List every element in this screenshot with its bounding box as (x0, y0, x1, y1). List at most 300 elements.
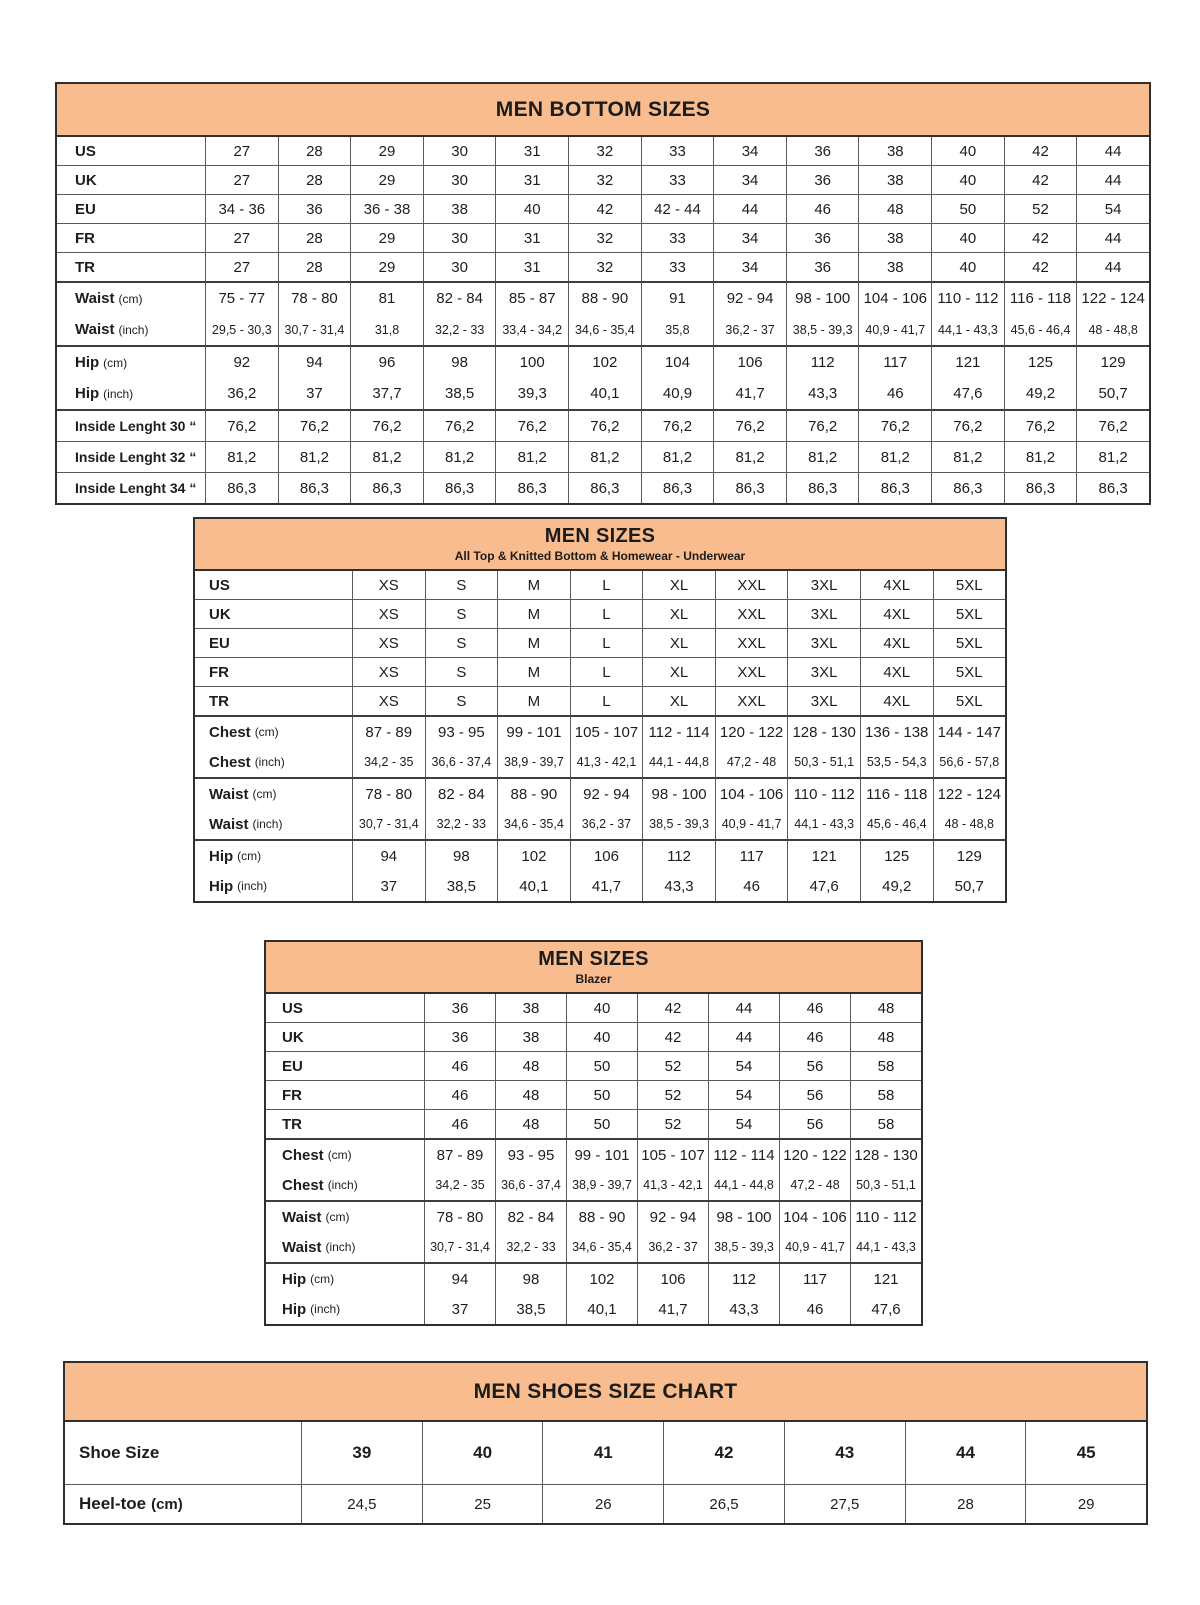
value-cell: 4XL (860, 600, 933, 628)
row-label (57, 378, 205, 409)
value-cell: 38 (858, 137, 931, 165)
value-cell: 112 - 114 (708, 1140, 779, 1170)
row-group (266, 1109, 921, 1138)
value-cell: 40 (566, 994, 637, 1022)
value-cell: 32,2 - 33 (495, 1232, 566, 1262)
row-label-text: FR (75, 229, 95, 247)
value-cell: 52 (1004, 195, 1077, 223)
table-row (195, 629, 1005, 657)
value-cell: 43 (784, 1422, 905, 1484)
value-cell: 34,6 - 35,4 (568, 314, 641, 345)
row-label (65, 1485, 301, 1523)
value-cell: 29,5 - 30,3 (205, 314, 278, 345)
table-row (57, 137, 1149, 165)
table-row (266, 1264, 921, 1294)
value-cell: 78 - 80 (424, 1202, 495, 1232)
value-cell: 76,2 (278, 411, 351, 441)
table-row (195, 841, 1005, 871)
value-cell: L (570, 629, 643, 657)
row-label (195, 571, 352, 599)
value-cell: 86,3 (205, 473, 278, 503)
row-label-text: TR (75, 258, 95, 276)
value-cell: 58 (850, 1081, 921, 1109)
value-cell: 28 (278, 137, 351, 165)
value-cell: 27 (205, 224, 278, 252)
value-cell: 86,3 (1004, 473, 1077, 503)
table-row (195, 809, 1005, 839)
value-cell: XXL (715, 687, 788, 715)
value-cell: 36,2 (205, 378, 278, 409)
table-subtitle: Blazer (575, 972, 612, 986)
value-cell: 44 (1076, 166, 1149, 194)
value-cell: 46 (779, 994, 850, 1022)
value-cell: 39,3 (495, 378, 568, 409)
row-group (57, 345, 1149, 409)
row-label-text: Hip (75, 385, 100, 402)
row-label (195, 841, 352, 871)
value-cell: 50,3 - 51,1 (787, 747, 860, 777)
value-cell: M (497, 571, 570, 599)
value-cell: XL (642, 571, 715, 599)
row-label (57, 314, 205, 345)
value-cell: 47,2 - 48 (779, 1170, 850, 1200)
value-cell: 30 (423, 137, 496, 165)
value-cell: 36,2 - 37 (570, 809, 643, 839)
value-cell: 76,2 (205, 411, 278, 441)
value-cell: 106 (570, 841, 643, 871)
value-cell: 52 (637, 1081, 708, 1109)
row-label-unit: (cm) (151, 1495, 183, 1513)
table-row (266, 1202, 921, 1232)
row-label-text: Shoe Size (79, 1443, 160, 1462)
value-cell: 40,9 - 41,7 (779, 1232, 850, 1262)
row-label-text: Hip (75, 354, 100, 371)
row-label-unit: (cm) (327, 1148, 352, 1162)
value-cell: 78 - 80 (352, 779, 425, 809)
value-cell: 36 (424, 994, 495, 1022)
value-cell: 121 (787, 841, 860, 871)
value-cell: 76,2 (641, 411, 714, 441)
value-cell: 81,2 (423, 442, 496, 472)
value-cell: 50,7 (933, 871, 1006, 901)
value-cell: XL (642, 629, 715, 657)
value-cell: XS (352, 571, 425, 599)
value-cell: 45 (1025, 1422, 1146, 1484)
value-cell: 56 (779, 1110, 850, 1138)
value-cell: 41,3 - 42,1 (637, 1170, 708, 1200)
value-cell: 112 (642, 841, 715, 871)
value-cell: 44 (713, 195, 786, 223)
value-cell: 34 (713, 224, 786, 252)
row-label-unit: (cm) (325, 1210, 350, 1224)
table-body (65, 1422, 1146, 1523)
value-cell: 30,7 - 31,4 (352, 809, 425, 839)
row-group (266, 994, 921, 1022)
value-cell: 38,9 - 39,7 (566, 1170, 637, 1200)
row-group (266, 1200, 921, 1262)
row-label-text: Waist (282, 1238, 322, 1256)
value-cell: 33 (641, 137, 714, 165)
value-cell: 36,2 - 37 (637, 1232, 708, 1262)
table-men-bottom-sizes (55, 82, 1151, 505)
value-cell: 36 (424, 1023, 495, 1051)
value-cell: 50 (566, 1081, 637, 1109)
row-label-text: Inside Lenght 32 “ (75, 449, 197, 465)
value-cell: 117 (858, 347, 931, 378)
row-label-unit: (cm) (118, 291, 143, 306)
value-cell: 48 (850, 994, 921, 1022)
row-group (266, 1051, 921, 1080)
value-cell: 5XL (933, 571, 1006, 599)
row-label (266, 1232, 424, 1262)
row-label-text: UK (75, 171, 97, 189)
row-group (195, 571, 1005, 599)
value-cell: 41 (542, 1422, 663, 1484)
value-cell: 32,2 - 33 (423, 314, 496, 345)
table-men-sizes-blazer (264, 940, 923, 1326)
row-label-text: Waist (282, 1208, 322, 1226)
value-cell: 86,3 (495, 473, 568, 503)
row-group (195, 839, 1005, 901)
row-label (195, 871, 352, 901)
value-cell: 56 (779, 1052, 850, 1080)
table-row (195, 747, 1005, 777)
table-row (57, 195, 1149, 223)
row-label-text: EU (209, 634, 230, 652)
table-title: MEN SIZES (544, 525, 656, 547)
value-cell: M (497, 600, 570, 628)
value-cell: 76,2 (1004, 411, 1077, 441)
table-row (195, 717, 1005, 747)
value-cell: 48 (495, 1052, 566, 1080)
table-row (195, 687, 1005, 715)
value-cell: 98 - 100 (642, 779, 715, 809)
value-cell: 76,2 (858, 411, 931, 441)
value-cell: XS (352, 687, 425, 715)
value-cell: XL (642, 687, 715, 715)
value-cell: 116 - 118 (860, 779, 933, 809)
value-cell: 32 (568, 224, 641, 252)
value-cell: 43,3 (786, 378, 859, 409)
value-cell: 50,3 - 51,1 (850, 1170, 921, 1200)
value-cell: 96 (350, 347, 423, 378)
value-cell: 41,7 (637, 1294, 708, 1324)
value-cell: 42 (1004, 224, 1077, 252)
value-cell: 31 (495, 253, 568, 281)
value-cell: 86,3 (786, 473, 859, 503)
value-cell: XL (642, 658, 715, 686)
value-cell: 102 (568, 347, 641, 378)
value-cell: 104 (641, 347, 714, 378)
value-cell: 32 (568, 253, 641, 281)
value-cell: 34 (713, 166, 786, 194)
value-cell: 94 (352, 841, 425, 871)
value-cell: 44 (1076, 224, 1149, 252)
value-cell: XS (352, 658, 425, 686)
value-cell: 47,6 (931, 378, 1004, 409)
value-cell: 100 (495, 347, 568, 378)
table-row (195, 571, 1005, 599)
table-row (266, 1081, 921, 1109)
table-row (195, 600, 1005, 628)
row-label-text: UK (209, 605, 231, 623)
row-label (195, 809, 352, 839)
value-cell: 91 (641, 283, 714, 314)
value-cell: 81,2 (495, 442, 568, 472)
row-label-text: Hip (209, 847, 234, 865)
table-row (57, 347, 1149, 378)
row-label (266, 1110, 424, 1138)
value-cell: 38,9 - 39,7 (497, 747, 570, 777)
row-label-unit: (inch) (118, 322, 149, 337)
value-cell: 93 - 95 (495, 1140, 566, 1170)
value-cell: 98 (425, 841, 498, 871)
value-cell: 106 (637, 1264, 708, 1294)
value-cell: 102 (497, 841, 570, 871)
value-cell: 46 (424, 1110, 495, 1138)
value-cell: 104 - 106 (779, 1202, 850, 1232)
value-cell: 129 (933, 841, 1006, 871)
row-group (195, 777, 1005, 839)
value-cell: 28 (278, 253, 351, 281)
table-row (266, 1052, 921, 1080)
value-cell: 4XL (860, 658, 933, 686)
row-label-text: EU (282, 1057, 303, 1075)
table-row (57, 442, 1149, 472)
value-cell: 44 (708, 1023, 779, 1051)
value-cell: 136 - 138 (860, 717, 933, 747)
value-cell: 121 (931, 347, 1004, 378)
table-row (57, 473, 1149, 503)
value-cell: 38 (495, 994, 566, 1022)
row-label (195, 600, 352, 628)
value-cell: 125 (1004, 347, 1077, 378)
value-cell: 94 (278, 347, 351, 378)
value-cell: 81,2 (713, 442, 786, 472)
value-cell: 47,2 - 48 (715, 747, 788, 777)
value-cell: 30 (423, 253, 496, 281)
value-cell: 76,2 (931, 411, 1004, 441)
value-cell: 42 (1004, 166, 1077, 194)
value-cell: 75 - 77 (205, 283, 278, 314)
value-cell: 29 (350, 137, 423, 165)
value-cell: 48 (495, 1110, 566, 1138)
row-label-text: Inside Lenght 34 “ (75, 480, 197, 496)
value-cell: 40 (495, 195, 568, 223)
value-cell: 99 - 101 (566, 1140, 637, 1170)
value-cell: 49,2 (860, 871, 933, 901)
value-cell: 44,1 - 44,8 (642, 747, 715, 777)
value-cell: 3XL (787, 629, 860, 657)
value-cell: XS (352, 629, 425, 657)
row-group (195, 657, 1005, 686)
value-cell: 50,7 (1076, 378, 1149, 409)
row-label-text: US (282, 999, 303, 1017)
value-cell: 76,2 (568, 411, 641, 441)
value-cell: 92 - 94 (570, 779, 643, 809)
value-cell: 38,5 - 39,3 (786, 314, 859, 345)
row-label-unit: (inch) (103, 386, 134, 401)
value-cell: 40,9 (641, 378, 714, 409)
value-cell: 26,5 (663, 1485, 784, 1523)
table-title-bar (57, 84, 1149, 137)
row-label-unit: (inch) (310, 1302, 341, 1316)
value-cell: 85 - 87 (495, 283, 568, 314)
value-cell: 78 - 80 (278, 283, 351, 314)
value-cell: 81,2 (568, 442, 641, 472)
row-group (65, 1484, 1146, 1523)
row-group (57, 223, 1149, 252)
table-row (195, 871, 1005, 901)
value-cell: 82 - 84 (495, 1202, 566, 1232)
value-cell: 31 (495, 166, 568, 194)
value-cell: XXL (715, 600, 788, 628)
value-cell: 4XL (860, 571, 933, 599)
table-row (266, 994, 921, 1022)
value-cell: 94 (424, 1264, 495, 1294)
table-title-bar (266, 942, 921, 994)
value-cell: 122 - 124 (933, 779, 1006, 809)
table-row (266, 1232, 921, 1262)
table-men-sizes-top (193, 517, 1007, 903)
value-cell: 88 - 90 (497, 779, 570, 809)
row-label (266, 1140, 424, 1170)
table-subtitle: All Top & Knitted Bottom & Homewear - Underwear (454, 549, 746, 563)
value-cell: 45,6 - 46,4 (860, 809, 933, 839)
row-label (266, 1170, 424, 1200)
value-cell: 110 - 112 (787, 779, 860, 809)
value-cell: 36 (786, 137, 859, 165)
row-label-text: Chest (282, 1146, 324, 1164)
row-label (57, 195, 205, 223)
value-cell: 48 - 48,8 (1076, 314, 1149, 345)
value-cell: 98 - 100 (708, 1202, 779, 1232)
value-cell: 38,5 (495, 1294, 566, 1324)
row-label-unit: (inch) (327, 1178, 358, 1192)
value-cell: 41,7 (713, 378, 786, 409)
row-label-text: Hip (209, 877, 234, 895)
value-cell: 54 (708, 1052, 779, 1080)
value-cell: 86,3 (713, 473, 786, 503)
table-row (57, 378, 1149, 409)
row-group (57, 194, 1149, 223)
row-label-text: Waist (75, 290, 115, 307)
value-cell: 125 (860, 841, 933, 871)
value-cell: 42 (568, 195, 641, 223)
value-cell: 26 (542, 1485, 663, 1523)
value-cell: 32 (568, 137, 641, 165)
row-label-unit: (inch) (325, 1240, 356, 1254)
value-cell: 29 (1025, 1485, 1146, 1523)
value-cell: 37 (424, 1294, 495, 1324)
value-cell: 104 - 106 (858, 283, 931, 314)
value-cell: 106 (713, 347, 786, 378)
value-cell: 34,6 - 35,4 (497, 809, 570, 839)
value-cell: 50 (566, 1052, 637, 1080)
value-cell: 38 (495, 1023, 566, 1051)
value-cell: 122 - 124 (1076, 283, 1149, 314)
value-cell: 52 (637, 1052, 708, 1080)
value-cell: S (425, 658, 498, 686)
value-cell: 5XL (933, 658, 1006, 686)
value-cell: 98 (495, 1264, 566, 1294)
value-cell: 76,2 (495, 411, 568, 441)
row-label (195, 779, 352, 809)
value-cell: 76,2 (1076, 411, 1149, 441)
value-cell: 50 (566, 1110, 637, 1138)
value-cell: 76,2 (423, 411, 496, 441)
value-cell: 34 (713, 253, 786, 281)
table-row (57, 224, 1149, 252)
value-cell: 3XL (787, 658, 860, 686)
value-cell: 34,2 - 35 (424, 1170, 495, 1200)
row-group (195, 715, 1005, 777)
value-cell: S (425, 571, 498, 599)
value-cell: 28 (905, 1485, 1026, 1523)
value-cell: 44 (905, 1422, 1026, 1484)
value-cell: 117 (715, 841, 788, 871)
value-cell: 86,3 (931, 473, 1004, 503)
value-cell: 40,1 (568, 378, 641, 409)
value-cell: 116 - 118 (1004, 283, 1077, 314)
row-label (57, 283, 205, 314)
row-label (266, 1081, 424, 1109)
value-cell: 40 (422, 1422, 543, 1484)
row-label (195, 717, 352, 747)
row-group (57, 409, 1149, 441)
value-cell: 40,1 (497, 871, 570, 901)
row-label-unit: (cm) (254, 725, 279, 739)
table-row (266, 1110, 921, 1138)
value-cell: 48 (858, 195, 931, 223)
value-cell: XXL (715, 571, 788, 599)
row-label (266, 1023, 424, 1051)
value-cell: 46 (779, 1294, 850, 1324)
value-cell: 128 - 130 (850, 1140, 921, 1170)
value-cell: 25 (422, 1485, 543, 1523)
table-row (57, 283, 1149, 314)
value-cell: 92 - 94 (713, 283, 786, 314)
row-label (195, 629, 352, 657)
value-cell: 42 (637, 994, 708, 1022)
value-cell: 81,2 (350, 442, 423, 472)
row-label (266, 1052, 424, 1080)
value-cell: 3XL (787, 571, 860, 599)
value-cell: 105 - 107 (570, 717, 643, 747)
value-cell: 36 - 38 (350, 195, 423, 223)
value-cell: 98 - 100 (786, 283, 859, 314)
value-cell: 81 (350, 283, 423, 314)
value-cell: 34 - 36 (205, 195, 278, 223)
value-cell: 46 (424, 1052, 495, 1080)
value-cell: 38,5 (423, 378, 496, 409)
table-title-bar (195, 519, 1005, 571)
row-group (57, 441, 1149, 472)
value-cell: 76,2 (350, 411, 423, 441)
value-cell: 30 (423, 224, 496, 252)
row-label (195, 687, 352, 715)
table-row (57, 166, 1149, 194)
table-row (57, 253, 1149, 281)
value-cell: 56 (779, 1081, 850, 1109)
row-label-text: Inside Lenght 30 “ (75, 418, 197, 434)
row-label-text: TR (209, 692, 229, 710)
value-cell: 33 (641, 224, 714, 252)
value-cell: 46 (715, 871, 788, 901)
row-group (266, 1022, 921, 1051)
row-label (266, 994, 424, 1022)
value-cell: 47,6 (787, 871, 860, 901)
